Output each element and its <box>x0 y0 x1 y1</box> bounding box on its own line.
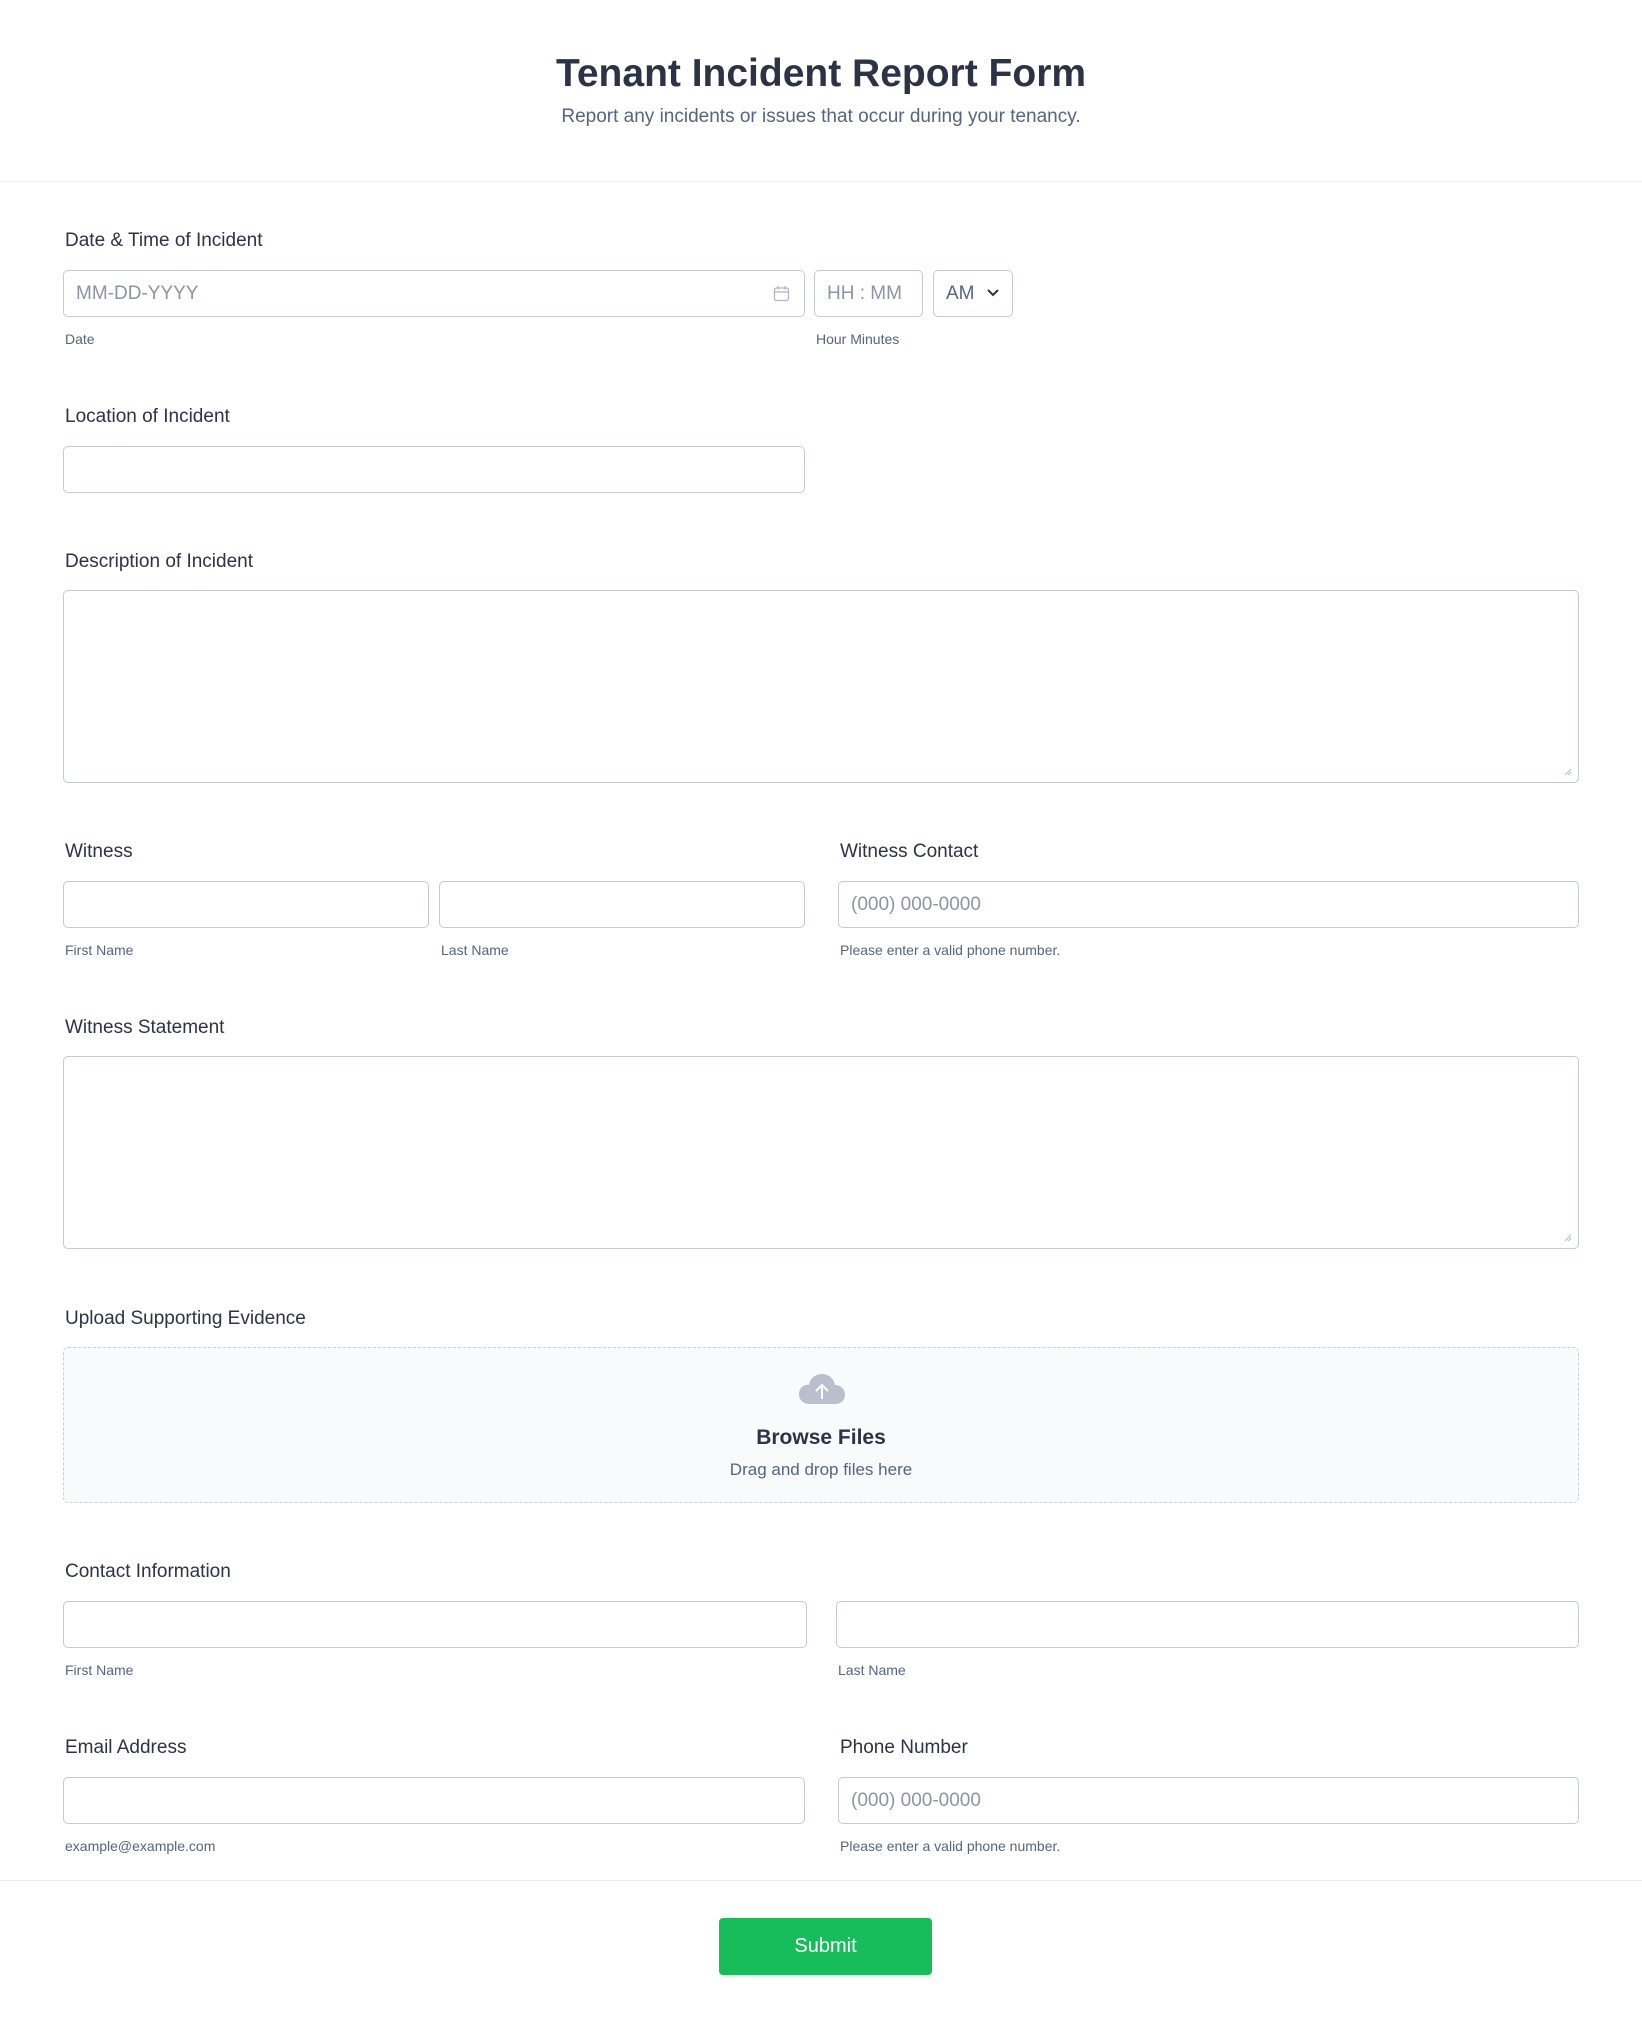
form-subtitle: Report any incidents or issues that occur during your tenancy. <box>561 106 1081 127</box>
witness-first-name-input[interactable] <box>63 881 429 928</box>
footer-divider <box>0 1880 1642 1881</box>
ampm-value: AM <box>946 282 975 304</box>
witness-contact-sublabel: Please enter a valid phone number. <box>840 942 1061 958</box>
datetime-label: Date & Time of Incident <box>65 230 263 251</box>
witness-contact-input[interactable] <box>838 881 1579 928</box>
witness-contact-placeholder: (000) 000-0000 <box>851 893 981 915</box>
description-label: Description of Incident <box>65 551 253 572</box>
witness-contact-label: Witness Contact <box>840 841 979 862</box>
time-sublabel: Hour Minutes <box>816 331 900 347</box>
form-header <box>0 0 1642 182</box>
upload-hint: Drag and drop files here <box>729 1460 913 1479</box>
chevron-down-icon <box>986 288 1000 298</box>
calendar-icon[interactable] <box>773 285 790 302</box>
phone-placeholder: (000) 000-0000 <box>851 1789 981 1811</box>
description-textarea[interactable] <box>63 590 1579 783</box>
contact-last-name-input[interactable] <box>836 1601 1579 1648</box>
email-sublabel: example@example.com <box>65 1838 216 1854</box>
location-input[interactable] <box>63 446 805 493</box>
ampm-select[interactable] <box>933 270 1013 317</box>
file-upload-dropzone[interactable] <box>63 1347 1579 1503</box>
witness-statement-textarea[interactable] <box>63 1056 1579 1249</box>
form-title: Tenant Incident Report Form <box>555 52 1087 95</box>
witness-last-name-sublabel: Last Name <box>441 942 509 958</box>
phone-input[interactable] <box>838 1777 1579 1824</box>
witness-label: Witness <box>65 841 133 862</box>
witness-last-name-input[interactable] <box>439 881 805 928</box>
date-placeholder: MM-DD-YYYY <box>76 282 199 304</box>
date-sublabel: Date <box>65 331 95 347</box>
date-input[interactable] <box>63 270 805 317</box>
browse-files-button[interactable]: Browse Files <box>756 1426 886 1449</box>
submit-button[interactable]: Submit <box>719 1918 932 1975</box>
phone-sublabel: Please enter a valid phone number. <box>840 1838 1061 1854</box>
witness-statement-label: Witness Statement <box>65 1017 225 1038</box>
location-label: Location of Incident <box>65 406 230 427</box>
time-input[interactable] <box>814 270 923 317</box>
resize-handle-icon[interactable] <box>1562 1232 1572 1242</box>
upload-label: Upload Supporting Evidence <box>65 1308 306 1329</box>
email-input[interactable] <box>63 1777 805 1824</box>
contact-first-name-sublabel: First Name <box>65 1662 134 1678</box>
witness-first-name-sublabel: First Name <box>65 942 134 958</box>
contact-first-name-input[interactable] <box>63 1601 807 1648</box>
cloud-upload-icon <box>798 1372 846 1406</box>
resize-handle-icon[interactable] <box>1562 766 1572 776</box>
phone-label: Phone Number <box>840 1737 968 1758</box>
contact-label: Contact Information <box>65 1561 231 1582</box>
contact-last-name-sublabel: Last Name <box>838 1662 906 1678</box>
email-label: Email Address <box>65 1737 187 1758</box>
time-placeholder: HH : MM <box>827 282 902 304</box>
